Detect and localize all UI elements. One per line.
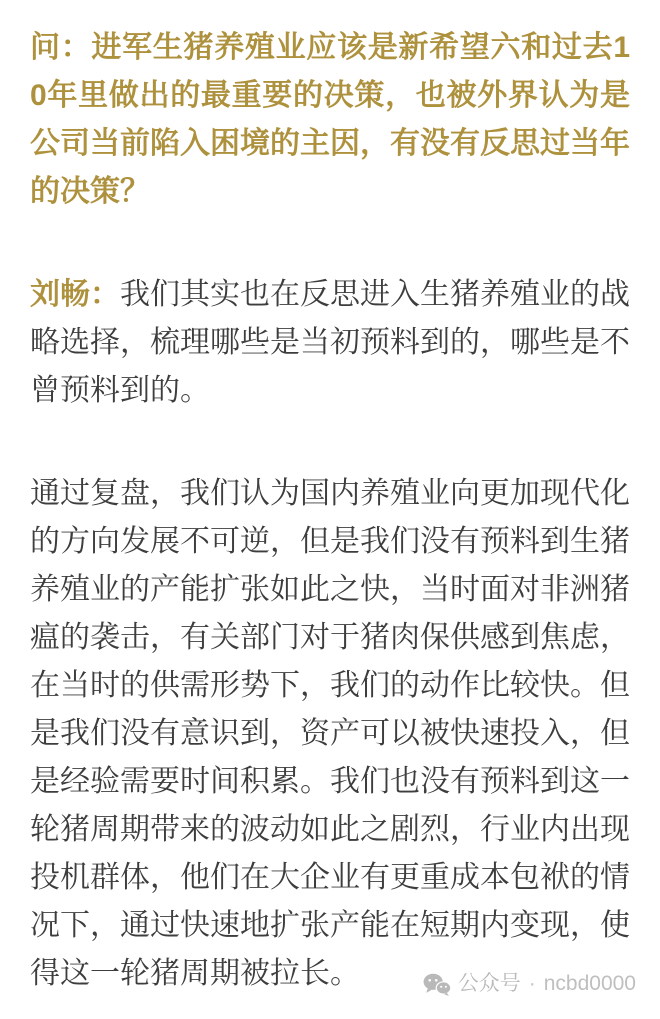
answer-text-2: 通过复盘，我们认为国内养殖业向更加现代化的方向发展不可逆，但是我们没有预料到生猪养殖业的产能扩张如此之快，当时面对非洲猪瘟的袭击，有关部门对于猪肉保供感到焦虑，在当时的供需形势下，我们的动作比较快。但是我们没有意识到，资产可以被快速投入，但是经验需要时间积累。我们也没有预料到这一轮猪周期带来的波动如此之剧烈，行业内出现投机群体，他们在大企业有更重成本包袱的情况下，通过快速地扩张产能在短期内变现，使得这一轮猪周期被拉长。 (30, 477, 630, 990)
question-prefix: 问： (30, 31, 92, 64)
answer-paragraph-2 (30, 470, 630, 998)
question-text: 进军生猪养殖业应该是新希望六和过去10年里做出的最重要的决策，也被外界认为是公司当前陷入困境的主因，有没有反思过当年的决策？ (30, 31, 631, 208)
answer-paragraph-1 (30, 271, 630, 415)
watermark-label: 公众号 (457, 972, 521, 995)
watermark-separator: · (528, 972, 536, 995)
answer-text-1: 我们其实也在反思进入生猪养殖业的战略选择，梳理哪些是当初预料到的，哪些是不曾预料到的。 (30, 278, 630, 407)
wechat-icon (423, 973, 451, 996)
question-paragraph (30, 24, 630, 216)
speaker-name: 刘畅： (30, 278, 120, 311)
watermark-account: ncbd0000 (543, 972, 636, 995)
watermark (423, 971, 636, 997)
